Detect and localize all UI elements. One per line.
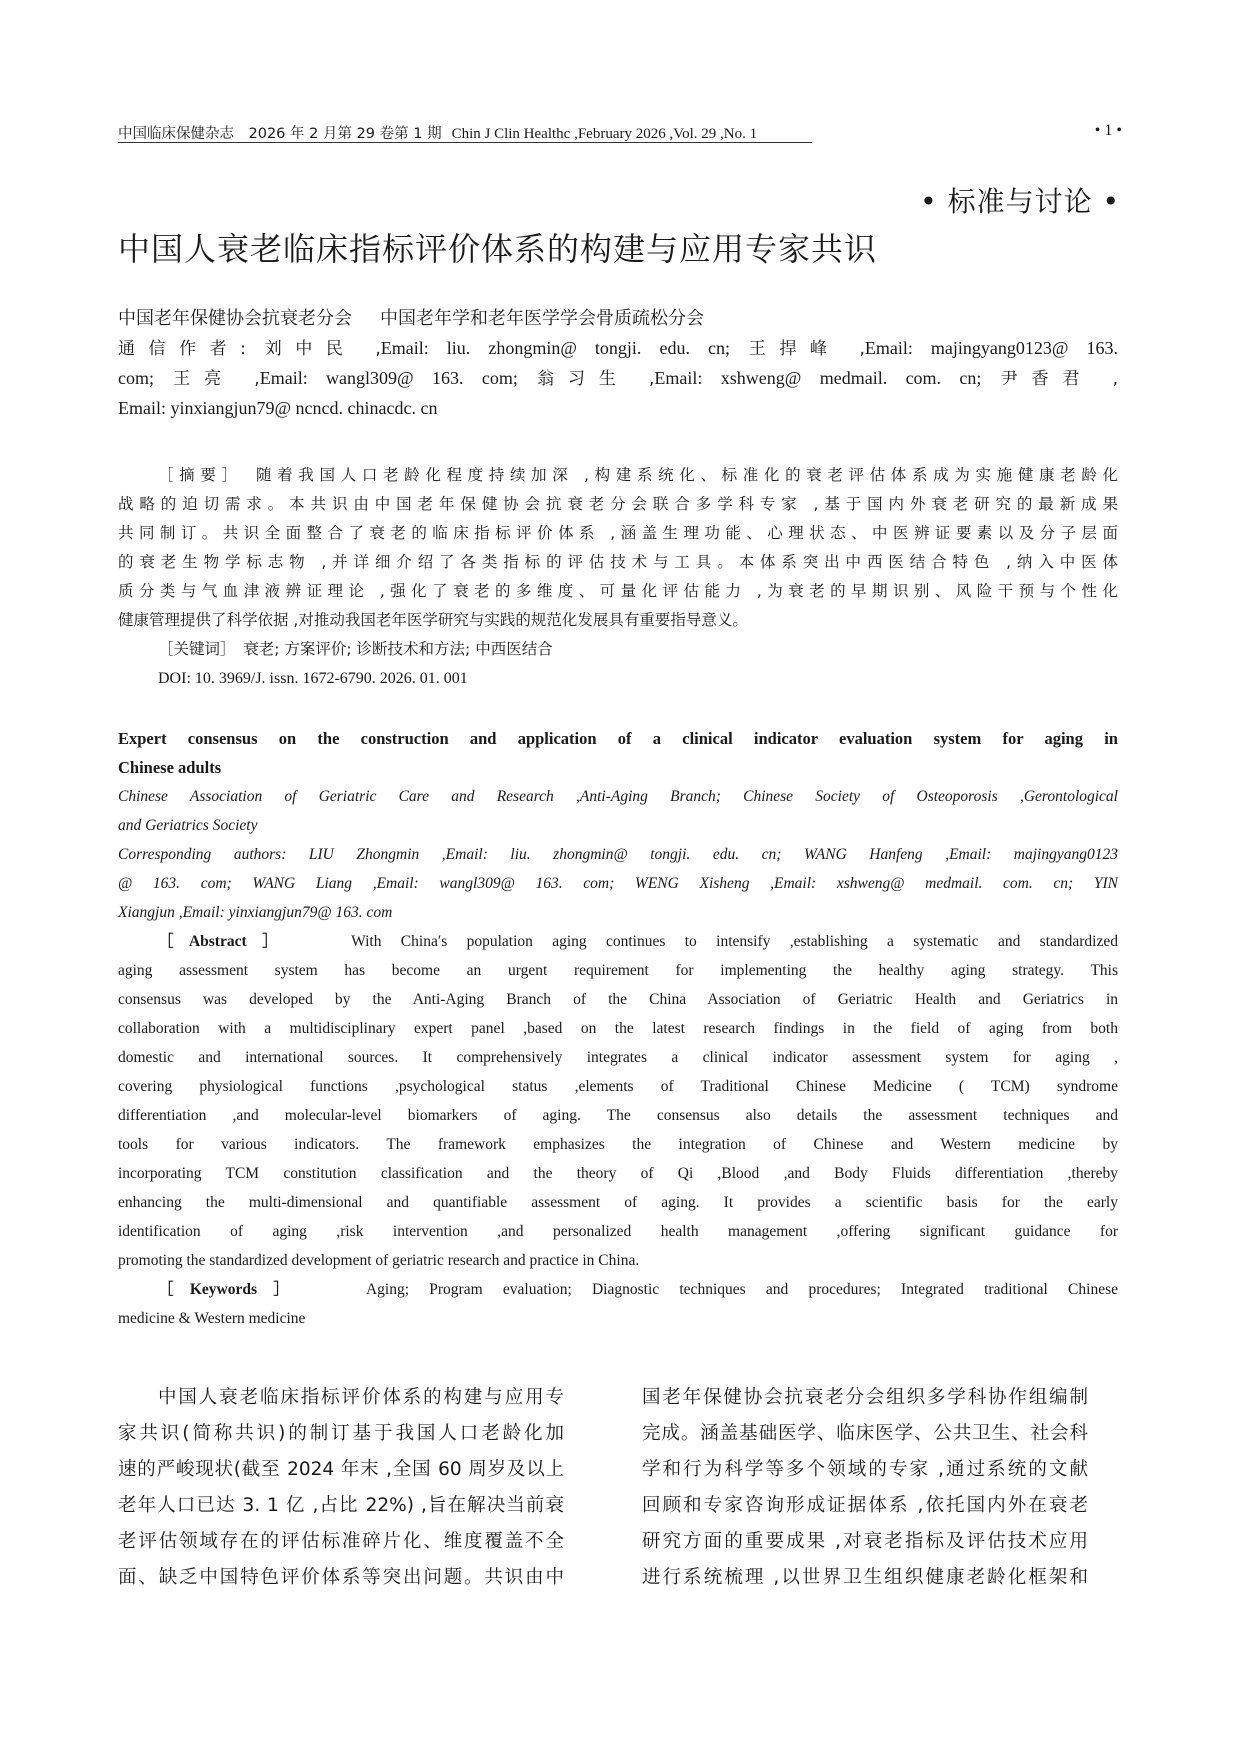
english-abstract-line: consensus was developed by the Anti-Aging Branch of the China Association of Geriatric Health and Geriatrics in bbox=[118, 991, 1118, 1008]
article-title: 中国人衰老临床指标评价体系的构建与应用专家共识 bbox=[118, 230, 878, 268]
header-rule bbox=[118, 142, 812, 143]
english-abstract-line: domestic and international sources. It comprehensively integrates a clinical indicator assessment system for aging , bbox=[118, 1049, 1118, 1066]
english-affiliation-line: and Geriatrics Society bbox=[118, 817, 258, 834]
english-abstract-line: covering physiological functions ,psychological status ,elements of Traditional Chinese Medicine ( TCM) syndrome bbox=[118, 1078, 1118, 1095]
corr-line-3: Email: yinxiangjun79@ ncncd. chinacdc. cn bbox=[118, 398, 438, 418]
abstract-cn-line: ［摘要］ 随着我国人口老龄化程度持续加深 ,构建系统化、标准化的衰老评估体系成为实施健康老龄化 bbox=[158, 466, 1118, 484]
body-column-right bbox=[642, 1380, 1088, 1596]
english-corresponding-line: Xiangjun ,Email: yinxiangjun79@ 163. com bbox=[118, 904, 393, 921]
keywords-cn: ［关键词］ 衰老; 方案评价; 诊断技术和方法; 中西医结合 bbox=[158, 640, 553, 658]
body-line: 老年人口已达 3. 1 亿 ,占比 22%) ,旨在解决当前衰 bbox=[118, 1495, 564, 1516]
corresponding-authors bbox=[118, 333, 1118, 423]
english-abstract-line: ［Abstract］ With China′s population aging continues to intensify ,establishing a systematic and standardized bbox=[158, 933, 1118, 950]
section-label: • 标准与讨论 • bbox=[920, 185, 1120, 218]
english-title-line: Expert consensus on the construction and application of a clinical indicator evaluation system for aging in bbox=[118, 729, 1118, 748]
english-title-line: Chinese adults bbox=[118, 758, 222, 777]
body-line: 老评估领域存在的评估标准碎片化、维度覆盖不全 bbox=[118, 1531, 564, 1552]
english-keywords-line: medicine & Western medicine bbox=[118, 1310, 306, 1327]
abstract-cn-line: 战略的迫切需求。本共识由中国老年保健协会抗衰老分会联合多学科专家 ,基于国内外衰老研究的最新成果 bbox=[118, 495, 1118, 513]
english-corresponding-line: Corresponding authors: LIU Zhongmin ,Email: liu. zhongmin@ tongji. edu. cn; WANG Hanfeng ,Email: majingyang0123 bbox=[118, 846, 1118, 863]
english-abstract-line: identification of aging ,risk intervention ,and personalized health management ,offering significant guidance for bbox=[118, 1223, 1118, 1240]
abstract-cn-line: 健康管理提供了科学依据 ,对推动我国老年医学研究与实践的规范化发展具有重要指导意义。 bbox=[118, 611, 748, 629]
english-abstract-line: tools for various indicators. The framework emphasizes the integration of Chinese and Western medicine by bbox=[118, 1136, 1118, 1153]
abstract-label: ［Abstract］ bbox=[158, 933, 294, 950]
journal-name-cn: 中国临床保健杂志 2026 年 2 月第 29 卷第 1 期 bbox=[118, 126, 442, 142]
body-line: 回顾和专家咨询形成证据体系 ,依托国内外在衰老 bbox=[642, 1495, 1088, 1516]
affiliations bbox=[118, 304, 704, 330]
abstract-cn bbox=[118, 461, 1118, 693]
corr-line-2: com; 王亮 ,Email: wangl309@ 163. com; 翁习生 ,Email: xshweng@ medmail. com. cn; 尹香君 , bbox=[118, 368, 1118, 389]
english-abstract bbox=[118, 927, 1118, 1333]
english-abstract-line: aging assessment system has become an urgent requirement for implementing the healthy aging strategy. This bbox=[118, 962, 1118, 979]
english-abstract-line: promoting the standardized development of geriatric research and practice in China. bbox=[118, 1252, 640, 1269]
page-number: • 1 • bbox=[1094, 122, 1122, 139]
keywords-label: ［Keywords］ bbox=[158, 1281, 306, 1298]
doi: DOI: 10. 3969/J. issn. 1672-6790. 2026. 01. 001 bbox=[158, 670, 468, 687]
english-abstract-line: collaboration with a multidisciplinary expert panel ,based on the latest research findings in the field of aging from both bbox=[118, 1020, 1118, 1037]
journal-citation bbox=[118, 122, 757, 143]
journal-name-en: Chin J Clin Healthc ,February 2026 ,Vol. 29 ,No. 1 bbox=[451, 126, 758, 142]
body-line: 速的严峻现状(截至 2024 年末 ,全国 60 周岁及以上 bbox=[118, 1459, 564, 1480]
abstract-cn-line: 的衰老生物学标志物 ,并详细介绍了各类指标的评估技术与工具。本体系突出中西医结合特色 ,纳入中医体 bbox=[118, 553, 1118, 571]
body-column-left bbox=[118, 1380, 564, 1596]
english-affiliation-line: Chinese Association of Geriatric Care and Research ,Anti-Aging Branch; Chinese Society of Osteoporosis ,Gerontological bbox=[118, 788, 1118, 805]
body-line: 进行系统梳理 ,以世界卫生组织健康老龄化框架和 bbox=[642, 1567, 1088, 1588]
english-keywords-line: ［Keywords］ Aging; Program evaluation; Diagnostic techniques and procedures; Integrated traditional Chinese bbox=[158, 1281, 1118, 1298]
english-corresponding bbox=[118, 840, 1118, 927]
corr-line-1: 通信作者: 刘中民 ,Email: liu. zhongmin@ tongji. edu. cn; 王捍峰 ,Email: majingyang0123@ 163. bbox=[118, 338, 1118, 359]
english-corresponding-line: @ 163. com; WANG Liang ,Email: wangl309@ 163. com; WENG Xisheng ,Email: xshweng@ medmail. com. cn; YIN bbox=[118, 875, 1118, 892]
abstract-cn-line: 质分类与气血津液辨证理论 ,强化了衰老的多维度、可量化评估能力 ,为衰老的早期识别、风险干预与个性化 bbox=[118, 582, 1118, 600]
affiliation-2: 中国老年学和老年医学学会骨质疏松分会 bbox=[380, 308, 704, 329]
body-line: 完成。涵盖基础医学、临床医学、公共卫生、社会科 bbox=[642, 1423, 1088, 1444]
english-abstract-line: enhancing the multi-dimensional and quantifiable assessment of aging. It provides a scientific basis for the early bbox=[118, 1194, 1118, 1211]
body-line: 中国人衰老临床指标评价体系的构建与应用专 bbox=[158, 1387, 564, 1408]
body-line: 家共识(简称共识)的制订基于我国人口老龄化加 bbox=[118, 1423, 564, 1444]
english-affiliation bbox=[118, 782, 1118, 840]
body-line: 面、缺乏中国特色评价体系等突出问题。共识由中 bbox=[118, 1567, 564, 1588]
english-abstract-line: differentiation ,and molecular-level biomarkers of aging. The consensus also details the assessment techniques and bbox=[118, 1107, 1118, 1124]
body-line: 研究方面的重要成果 ,对衰老指标及评估技术应用 bbox=[642, 1531, 1088, 1552]
english-abstract-line: incorporating TCM constitution classification and the theory of Qi ,Blood ,and Body Fluids differentiation ,thereby bbox=[118, 1165, 1118, 1182]
body-line: 学和行为科学等多个领域的专家 ,通过系统的文献 bbox=[642, 1459, 1088, 1480]
abstract-cn-line: 共同制订。共识全面整合了衰老的临床指标评价体系 ,涵盖生理功能、心理状态、中医辨证要素以及分子层面 bbox=[118, 524, 1118, 542]
running-header bbox=[118, 122, 1122, 144]
english-title bbox=[118, 724, 1118, 782]
body-line: 国老年保健协会抗衰老分会组织多学科协作组编制 bbox=[642, 1387, 1088, 1408]
affiliation-1: 中国老年保健协会抗衰老分会 bbox=[118, 308, 352, 329]
